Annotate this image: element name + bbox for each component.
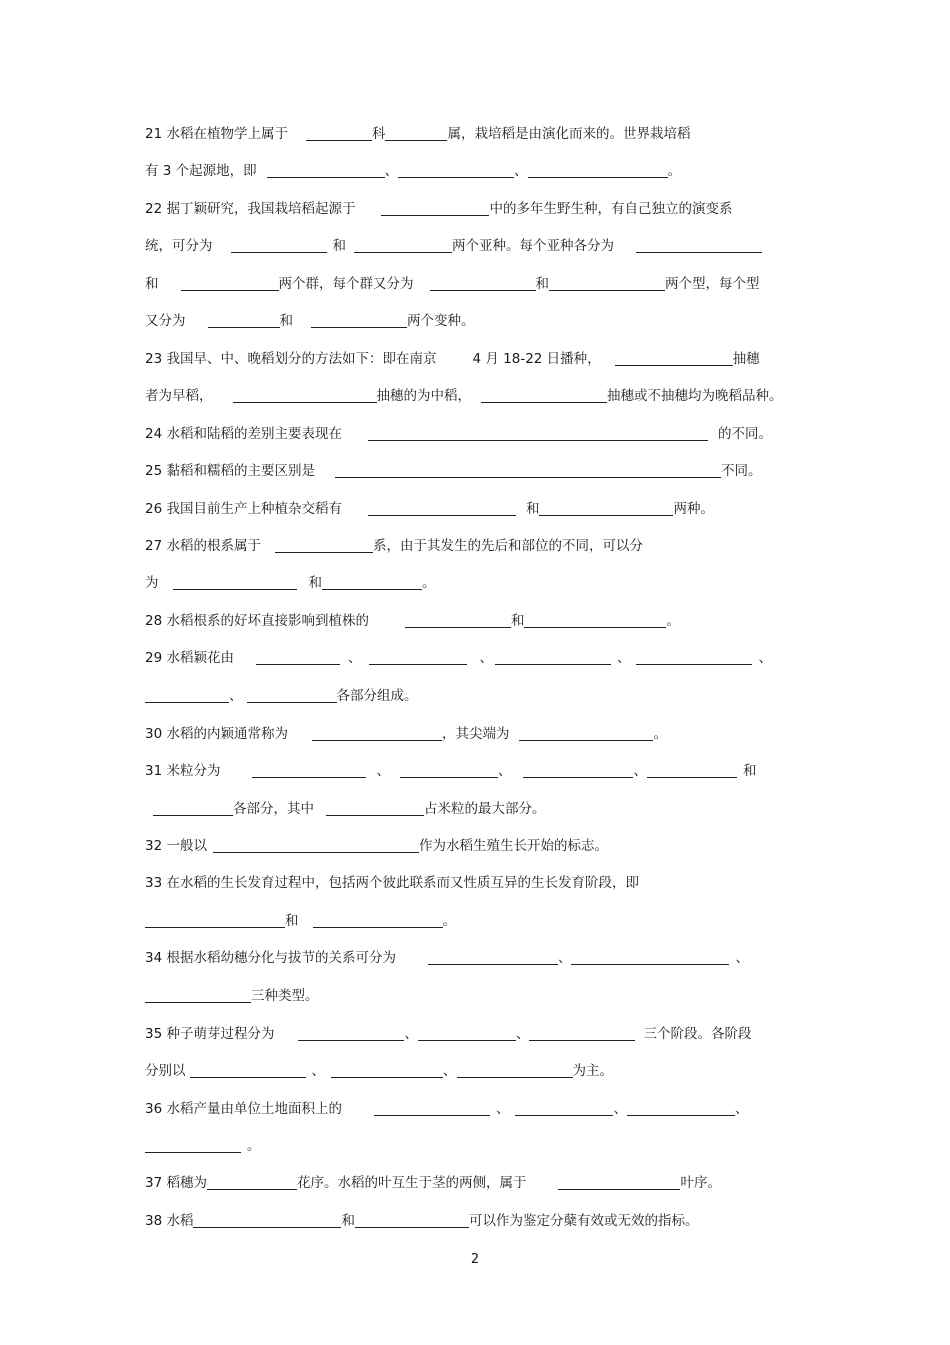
question-text: 和 xyxy=(308,575,322,591)
question-21-line-1 xyxy=(145,124,690,144)
question-text: 三种类型。 xyxy=(251,988,319,1004)
question-text: 统，可分为 xyxy=(145,238,213,254)
question-25-line-1 xyxy=(145,461,761,481)
page-number: 2 xyxy=(470,1252,480,1267)
question-text: 、 xyxy=(229,688,243,704)
question-text: 29 水稻颖花由 xyxy=(145,650,234,666)
answer-blank[interactable] xyxy=(647,762,737,778)
answer-blank[interactable] xyxy=(145,1137,241,1153)
question-text: 科 xyxy=(371,126,386,142)
question-text: 不同。 xyxy=(720,463,762,479)
question-text: 。 xyxy=(247,1138,261,1154)
answer-blank[interactable] xyxy=(233,387,377,403)
answer-blank[interactable] xyxy=(515,1100,613,1116)
question-text: 、 xyxy=(384,163,399,179)
answer-blank[interactable] xyxy=(529,1025,635,1041)
answer-blank[interactable] xyxy=(322,574,422,590)
question-text: 花序。水稻的叶互生于茎的两侧，属于 xyxy=(296,1175,527,1191)
question-22-line-3 xyxy=(145,274,760,294)
question-text: 有 3 个起源地，即 xyxy=(145,163,257,179)
answer-blank[interactable] xyxy=(145,987,251,1003)
question-text: 33 在水稻的生长发育过程中，包括两个彼此联系而又性质互异的生长发育阶段，即 xyxy=(145,875,639,891)
answer-blank[interactable] xyxy=(369,649,467,665)
question-text: 、 xyxy=(495,1101,510,1117)
question-31-line-1 xyxy=(145,761,756,781)
answer-blank[interactable] xyxy=(231,237,327,253)
answer-blank[interactable] xyxy=(430,275,536,291)
question-text: 为 xyxy=(145,575,159,591)
question-text: 4 月 18-22 日播种， xyxy=(472,351,601,367)
answer-blank[interactable] xyxy=(207,1174,297,1190)
question-text: 25 黏稻和糯稻的主要区别是 xyxy=(145,463,315,479)
question-text: 和 xyxy=(535,276,549,292)
question-29-line-2 xyxy=(145,686,418,706)
question-text: 系，由于其发生的先后和部位的不同，可以分 xyxy=(372,538,643,554)
question-text: 和 xyxy=(285,913,299,929)
question-text: 、 xyxy=(497,763,512,779)
question-text: 和 xyxy=(332,238,346,254)
question-text: 两个群，每个群又分为 xyxy=(278,276,414,292)
question-text: 、 xyxy=(311,1063,325,1079)
answer-blank[interactable] xyxy=(385,125,447,141)
answer-blank[interactable] xyxy=(313,912,443,928)
question-text: 。 xyxy=(666,613,680,629)
answer-blank[interactable] xyxy=(539,500,673,516)
answer-blank[interactable] xyxy=(405,612,511,628)
question-text: 24 水稻和陆稻的差别主要表现在 xyxy=(145,426,342,442)
question-35-line-1 xyxy=(145,1024,751,1044)
question-text: 中的多年生野生种，有自己独立的演变系 xyxy=(489,201,733,217)
question-text: 和 xyxy=(525,501,540,517)
answer-blank[interactable] xyxy=(381,200,489,216)
question-32-line-1 xyxy=(145,836,608,856)
question-text: 两个型，每个型 xyxy=(665,276,760,292)
answer-blank[interactable] xyxy=(495,649,611,665)
question-28-line-1 xyxy=(145,611,680,631)
answer-blank[interactable] xyxy=(256,649,340,665)
answer-blank[interactable] xyxy=(528,162,668,178)
question-text: 三个阶段。各阶段 xyxy=(643,1026,752,1042)
question-text: 两种。 xyxy=(673,501,714,517)
answer-blank[interactable] xyxy=(368,500,516,516)
question-text: 23 我国早、中、晚稻划分的方法如下：即在南京 xyxy=(145,351,437,367)
question-34-line-1 xyxy=(145,948,749,968)
answer-blank[interactable] xyxy=(428,949,558,965)
question-text: 31 米粒分为 xyxy=(145,763,221,779)
question-text: 34 根据水稻幼穗分化与拔节的关系可分为 xyxy=(145,950,396,966)
question-text: 、 xyxy=(758,650,772,666)
answer-blank[interactable] xyxy=(312,725,442,741)
answer-blank[interactable] xyxy=(627,1100,735,1116)
answer-blank[interactable] xyxy=(400,762,498,778)
question-27-line-1 xyxy=(145,536,643,556)
answer-blank[interactable] xyxy=(145,912,285,928)
answer-blank[interactable] xyxy=(457,1062,573,1078)
answer-blank[interactable] xyxy=(398,162,514,178)
question-36-line-2 xyxy=(145,1136,261,1156)
answer-blank[interactable] xyxy=(368,425,708,441)
answer-blank[interactable] xyxy=(193,1212,341,1228)
question-text: 为主。 xyxy=(572,1063,613,1079)
question-text: 各部分，其中 xyxy=(233,801,314,817)
answer-blank[interactable] xyxy=(615,350,733,366)
question-text: 26 我国目前生产上种植杂交稻有 xyxy=(145,501,342,517)
question-23-line-2 xyxy=(145,386,783,406)
answer-blank[interactable] xyxy=(524,612,666,628)
question-text: 、 xyxy=(735,950,749,966)
question-text: 分别以 xyxy=(145,1063,186,1079)
question-text: 和 xyxy=(341,1213,355,1229)
question-27-line-2 xyxy=(145,573,436,593)
answer-blank[interactable] xyxy=(519,725,653,741)
question-text: 叶序。 xyxy=(680,1175,721,1191)
question-text: 。 xyxy=(667,163,682,179)
answer-blank[interactable] xyxy=(213,837,419,853)
question-text: 。 xyxy=(442,913,456,929)
question-22-line-1 xyxy=(145,199,732,219)
question-33-line-2 xyxy=(145,911,456,931)
answer-blank[interactable] xyxy=(208,312,280,328)
question-text: 、 xyxy=(613,1101,627,1117)
question-text: 、 xyxy=(734,1101,749,1117)
question-text: 32 一般以 xyxy=(145,838,207,854)
question-text: 抽穗或不抽穗均为晚稻品种。 xyxy=(607,388,783,404)
answer-blank[interactable] xyxy=(190,1062,306,1078)
question-text: 两个变种。 xyxy=(407,313,475,329)
question-38-line-1 xyxy=(145,1211,698,1231)
answer-blank[interactable] xyxy=(354,237,452,253)
question-text: 可以作为鉴定分蘖有效或无效的指标。 xyxy=(468,1213,699,1229)
question-37-line-1 xyxy=(145,1173,721,1193)
answer-blank[interactable] xyxy=(298,1025,404,1041)
answer-blank[interactable] xyxy=(558,1174,680,1190)
question-31-line-2 xyxy=(145,799,546,819)
question-23-line-1 xyxy=(145,349,760,369)
question-33-line-1 xyxy=(145,873,639,893)
question-text: 38 水稻 xyxy=(145,1213,194,1229)
question-text: 、 xyxy=(347,650,362,666)
question-text: 30 水稻的内颖通常称为 xyxy=(145,726,288,742)
question-text: 27 水稻的根系属于 xyxy=(145,538,261,554)
answer-blank[interactable] xyxy=(523,762,633,778)
answer-blank[interactable] xyxy=(636,649,752,665)
question-text: 。 xyxy=(653,726,667,742)
answer-blank[interactable] xyxy=(145,687,229,703)
question-36-line-1 xyxy=(145,1099,748,1119)
question-text: 、 xyxy=(514,163,528,179)
question-text: 。 xyxy=(422,575,436,591)
question-text: 、 xyxy=(633,763,647,779)
question-text: 抽穗 xyxy=(732,351,760,367)
question-text: 、 xyxy=(616,650,631,666)
question-text: 、 xyxy=(557,950,572,966)
answer-blank[interactable] xyxy=(374,1100,490,1116)
answer-blank[interactable] xyxy=(549,275,665,291)
question-text: 、 xyxy=(376,763,390,779)
question-34-line-2 xyxy=(145,986,319,1006)
question-24-line-1 xyxy=(145,424,772,444)
answer-blank[interactable] xyxy=(311,312,407,328)
answer-blank[interactable] xyxy=(181,275,279,291)
question-35-line-2 xyxy=(145,1061,613,1081)
question-text: 和 xyxy=(742,763,757,779)
question-text: 28 水稻根系的好坏直接影响到植株的 xyxy=(145,613,369,629)
question-29-line-1 xyxy=(145,648,772,668)
question-text: 、 xyxy=(443,1063,457,1079)
question-22-line-2 xyxy=(145,236,762,256)
question-22-line-4 xyxy=(145,311,475,331)
question-text: 和 xyxy=(510,613,525,629)
question-text: 、 xyxy=(404,1026,418,1042)
question-text: 和 xyxy=(145,276,159,292)
question-text: 、 xyxy=(515,1026,530,1042)
question-text: 22 据丁颖研究，我国栽培稻起源于 xyxy=(145,201,356,217)
question-21-line-2 xyxy=(145,161,681,181)
answer-blank[interactable] xyxy=(335,462,721,478)
question-text: 又分为 xyxy=(145,313,186,329)
answer-blank[interactable] xyxy=(252,762,366,778)
answer-blank[interactable] xyxy=(173,574,297,590)
question-text: ，其尖端为 xyxy=(441,726,510,742)
answer-blank[interactable] xyxy=(331,1062,443,1078)
question-text: 作为水稻生殖生长开始的标志。 xyxy=(418,838,608,854)
question-30-line-1 xyxy=(145,724,667,744)
answer-blank[interactable] xyxy=(636,237,762,253)
question-text: 21 水稻在植物学上属于 xyxy=(145,126,288,142)
question-text: 37 稻穗为 xyxy=(145,1175,207,1191)
question-text: 的不同。 xyxy=(717,426,772,442)
question-text: 36 水稻产量由单位土地面积上的 xyxy=(145,1101,342,1117)
question-26-line-1 xyxy=(145,499,714,519)
answer-blank[interactable] xyxy=(418,1025,516,1041)
answer-blank[interactable] xyxy=(153,800,233,816)
question-text: 各部分组成。 xyxy=(336,688,418,704)
answer-blank[interactable] xyxy=(267,162,385,178)
question-text: 抽穗的为中稻， xyxy=(376,388,471,404)
question-text: 者为早稻， xyxy=(145,388,213,404)
answer-blank[interactable] xyxy=(571,949,729,965)
question-text: 属，栽培稻是由演化而来的。世界栽培稻 xyxy=(447,126,691,142)
answer-blank[interactable] xyxy=(247,687,337,703)
question-text: 35 种子萌芽过程分为 xyxy=(145,1026,275,1042)
question-text: 和 xyxy=(279,313,293,329)
answer-blank[interactable] xyxy=(275,537,373,553)
answer-blank[interactable] xyxy=(306,125,372,141)
question-text: 、 xyxy=(479,650,493,666)
answer-blank[interactable] xyxy=(355,1212,469,1228)
answer-blank[interactable] xyxy=(326,800,424,816)
answer-blank[interactable] xyxy=(481,387,607,403)
question-text: 两个亚种。每个亚种各分为 xyxy=(452,238,614,254)
question-text: 占米粒的最大部分。 xyxy=(424,801,546,817)
